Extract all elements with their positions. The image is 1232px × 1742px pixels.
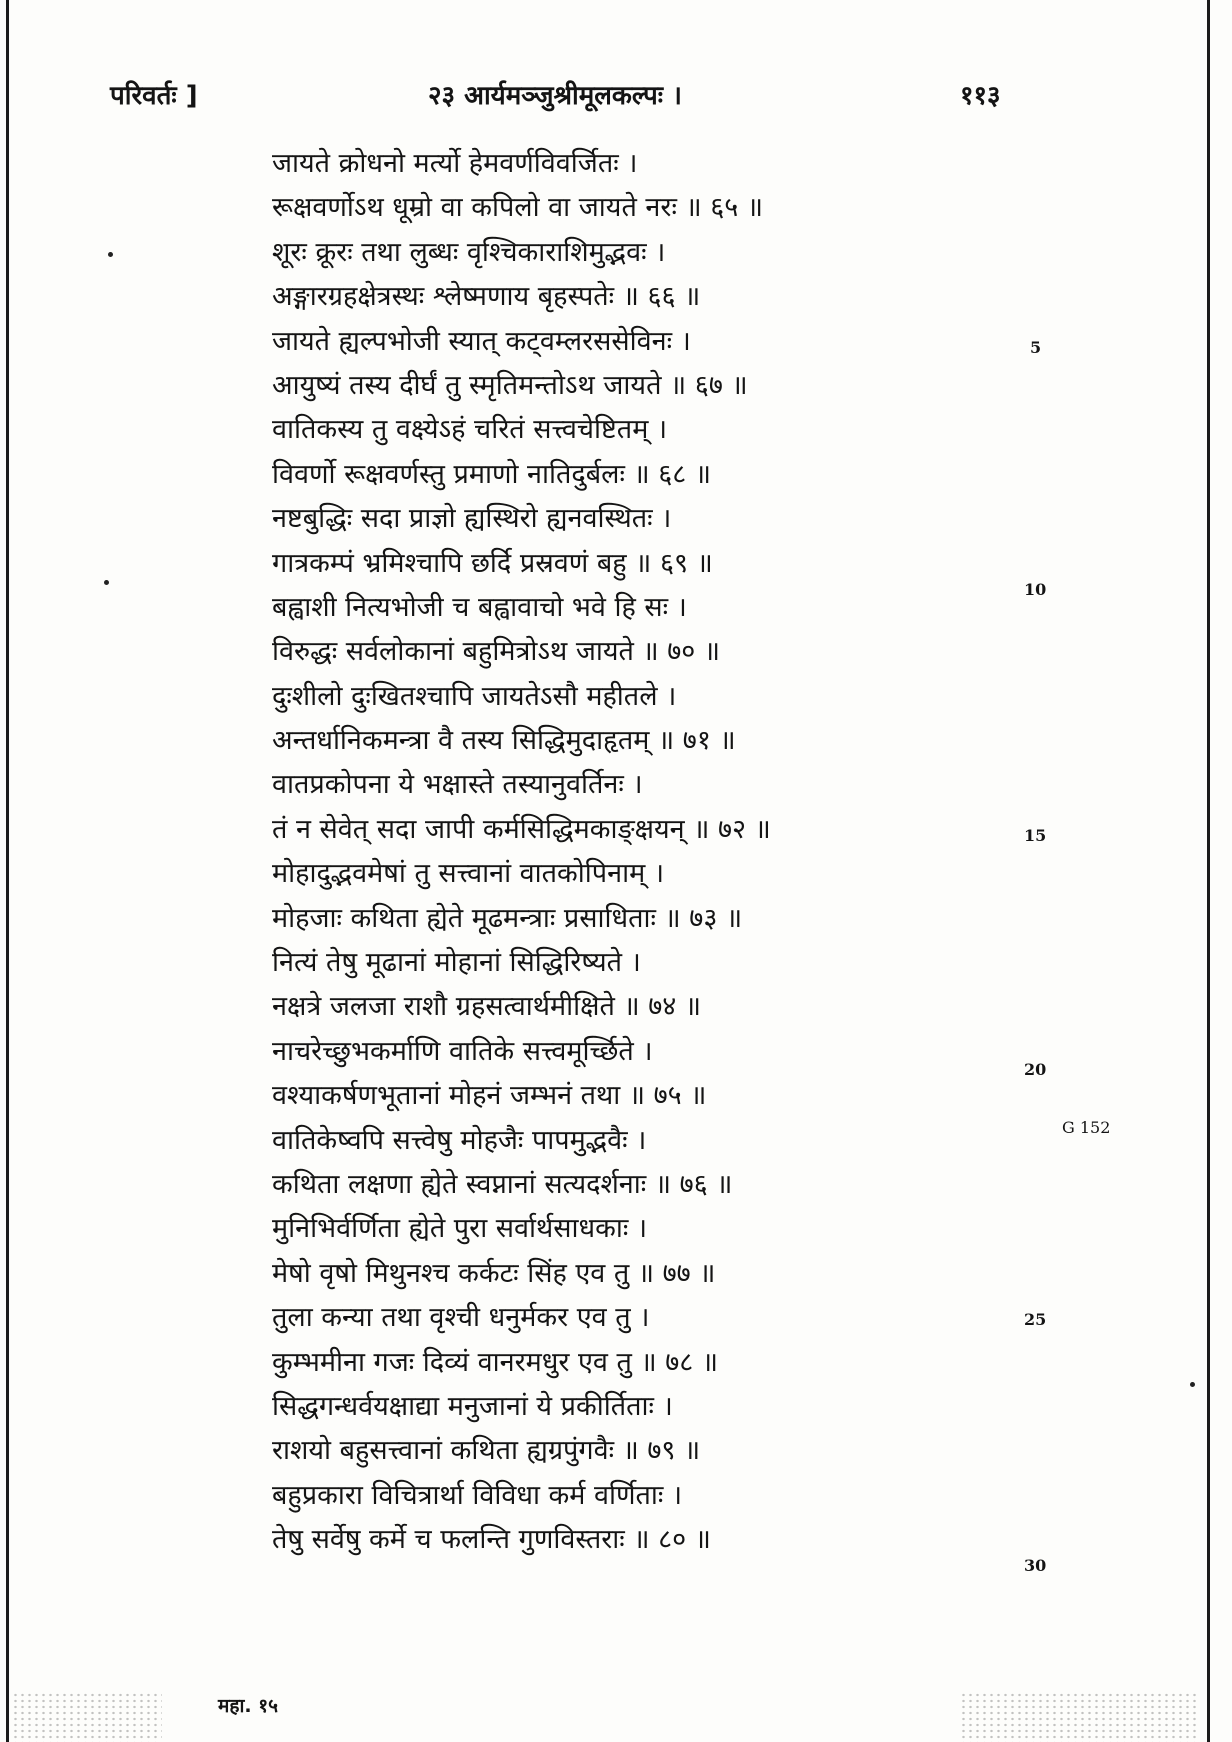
verse-line: बहुप्रकारा विचित्रार्था विविधा कर्म वर्णिताः ।	[272, 1479, 683, 1511]
verse-line: विरुद्धः सर्वलोकानां बहुमित्रोऽथ जायते ॥ ७० ॥	[272, 636, 721, 668]
verse-line: नष्टबुद्धिः सदा प्राज्ञो ह्यस्थिरो ह्यनवस्थितः ।	[272, 503, 672, 535]
verse-line: गात्रकम्पं भ्रमिश्चापि छर्दि प्रस्रवणं बहु ॥ ६९ ॥	[272, 547, 713, 579]
verse-line: नाचरेच्छुभकर्माणि वातिके सत्त्वमूर्च्छिते ।	[272, 1035, 653, 1067]
right-border-rule	[1207, 0, 1210, 1742]
verse-line: अङ्गारग्रहक्षेत्रस्थः श्लेष्मणाय बृहस्पतेः ॥ ६६ ॥	[272, 281, 701, 313]
verse-line: तं न सेवेत् सदा जापी कर्मसिद्धिमकाङ्क्षयन् ॥ ७२ ॥	[272, 813, 771, 845]
verse-line: वातप्रकोपना ये भक्षास्ते तस्यानुवर्तिनः ।	[272, 769, 643, 801]
verse-line: सिद्धगन्धर्वयक्षाद्या मनुजानां ये प्रकीर्तिताः ।	[272, 1390, 673, 1422]
left-border-rule	[6, 0, 9, 1742]
verse-line: तुला कन्या तथा वृश्ची धनुर्मकर एव तु ।	[272, 1302, 650, 1334]
header-page-number: ११३	[960, 81, 1001, 111]
scan-speck	[104, 580, 109, 585]
page-reference: G 152	[1062, 1118, 1111, 1137]
margin-line-number: 25	[1024, 1310, 1047, 1329]
scan-speck	[108, 252, 113, 257]
verse-line: विवर्णो रूक्षवर्णस्तु प्रमाणो नातिदुर्बलः ॥ ६८ ॥	[272, 458, 712, 490]
verse-line: रूक्षवर्णोऽथ धूम्रो वा कपिलो वा जायते नरः ॥ ६५ ॥	[272, 192, 764, 224]
scan-noise	[960, 1692, 1200, 1742]
verse-line: कुम्भमीना गजः दिव्यं वानरमधुर एव तु ॥ ७८ ॥	[272, 1346, 719, 1378]
verse-line: मोहजाः कथिता ह्येते मूढमन्त्राः प्रसाधिताः ॥ ७३ ॥	[272, 902, 743, 934]
header-section-marker: परिवर्तः ]	[110, 81, 198, 111]
margin-line-number: 10	[1024, 580, 1047, 599]
header-chapter-title: २३ आर्यमञ्जुश्रीमूलकल्पः ।	[428, 81, 682, 111]
scan-speck	[1190, 1382, 1195, 1387]
verse-line: दुःशीलो दुःखितश्चापि जायतेऽसौ महीतले ।	[272, 680, 677, 712]
verse-line: जायते ह्यल्पभोजी स्यात् कट्वम्लरससेविनः ।	[272, 325, 691, 357]
verse-line: मोहादुद्भवमेषां तु सत्त्वानां वातकोपिनाम् ।	[272, 858, 665, 890]
footer-signature: महा. १५	[218, 1695, 278, 1717]
verse-line: मेषो वृषो मिथुनश्च कर्कटः सिंह एव तु ॥ ७७ ॥	[272, 1257, 716, 1289]
verse-line: राशयो बहुसत्त्वानां कथिता ह्यग्रपुंगवैः ॥ ७९ ॥	[272, 1435, 701, 1467]
margin-line-number: 5	[1030, 338, 1042, 357]
verse-line: वश्याकर्षणभूतानां मोहनं जम्भनं तथा ॥ ७५ ॥	[272, 1080, 707, 1112]
verse-line: वातिकेष्वपि सत्त्वेषु मोहजैः पापमुद्भवैः ।	[272, 1124, 647, 1156]
margin-line-number: 20	[1024, 1060, 1047, 1079]
verse-line: नक्षत्रे जलजा राशौ ग्रहसत्वार्थमीक्षिते ॥ ७४ ॥	[272, 991, 702, 1023]
verse-line: तेषु सर्वेषु कर्मे च फलन्ति गुणविस्तराः ॥ ८० ॥	[272, 1524, 711, 1556]
verse-line: कथिता लक्षणा ह्येते स्वप्नानां सत्यदर्शनाः ॥ ७६ ॥	[272, 1168, 733, 1200]
verse-line: अन्तर्धानिकमन्त्रा वै तस्य सिद्धिमुदाहृतम् ॥ ७१ ॥	[272, 725, 736, 757]
verse-block	[272, 142, 992, 1563]
margin-line-number: 15	[1024, 826, 1047, 845]
verse-line: बह्वाशी नित्यभोजी च बह्वावाचो भवे हि सः ।	[272, 591, 687, 623]
margin-line-number: 30	[1024, 1556, 1047, 1575]
verse-line: आयुष्यं तस्य दीर्घं तु स्मृतिमन्तोऽथ जायते ॥ ६७ ॥	[272, 369, 748, 401]
verse-line: वातिकस्य तु वक्ष्येऽहं चरितं सत्त्वचेष्टितम् ।	[272, 414, 668, 446]
verse-line: जायते क्रोधनो मर्त्यो हेमवर्णविवर्जितः ।	[272, 148, 638, 179]
verse-line: शूरः क्रूरः तथा लुब्धः वृश्चिकाराशिमुद्भवः ।	[272, 236, 666, 268]
scan-noise	[12, 1692, 162, 1742]
verse-line: नित्यं तेषु मूढानां मोहानां सिद्धिरिष्यते ।	[272, 947, 641, 979]
verse-line: मुनिभिर्वर्णिता ह्येते पुरा सर्वार्थसाधकाः ।	[272, 1213, 648, 1245]
